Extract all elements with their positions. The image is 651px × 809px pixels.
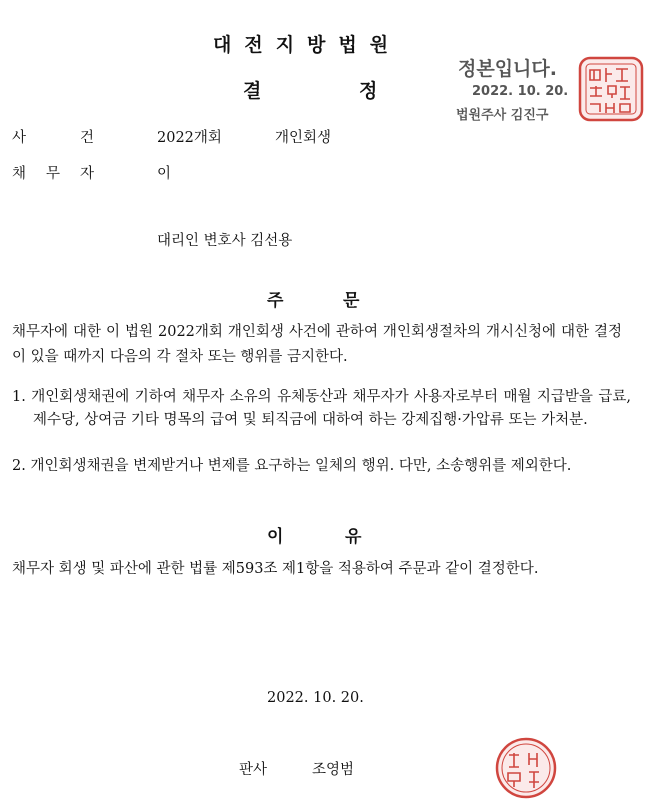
reason-heading-char-2: 유 [345,527,362,547]
reason-text: 채무자 회생 및 파산에 관한 법률 제593조 제1항을 적용하여 주문과 같이 결정한다. [12,561,539,577]
case-label-char-1: 사 [12,130,27,146]
certified-date: 2022. 10. 20. [472,84,569,99]
reason-heading-char-1: 이 [267,527,284,547]
doc-type-char-1: 결 [243,80,262,102]
debtor-agent: 대리인 변호사 김선용 [157,233,293,249]
decision-date: 2022. 10. 20. [267,690,364,706]
court-name: 대전지방법원 [213,34,402,56]
debtor-label-char-1: 채 [12,166,27,182]
certified-copy-text: 정본입니다. [458,58,557,80]
case-number: 2022개회 [157,130,222,146]
debtor-label-char-2: 무 [46,166,61,182]
order-item-2: 2. 개인회생채권을 변제받거나 변제를 요구하는 일체의 행위. 다만, 소송행위를 제외한다. [12,458,572,474]
case-label-char-2: 건 [80,130,95,146]
court-seal-icon [578,56,644,122]
judge-seal-icon [495,735,557,801]
debtor-label-char-3: 자 [80,166,95,182]
order-intro: 채무자에 대한 이 법원 2022개회 개인회생 사건에 관하여 개인회생절차의 개시신청에 대한 결정이 있을 때까지 다음의 각 절차 또는 행위를 금지한다. [12,324,622,365]
doc-type-char-2: 정 [359,80,378,102]
debtor-name: 이 [157,166,172,182]
judge-title: 판사 [239,762,268,778]
case-type: 개인회생 [275,130,332,146]
order-item-1: 1. 개인회생채권에 기하여 채무자 소유의 유체동산과 채무자가 사용자로부터 매월 지급받을 급료, 제수당, 상여금 기타 명목의 급여 및 퇴직금에 대하여 하는 강제집행·가압류 또는 가처분. [12,389,631,428]
order-heading-char-2: 문 [343,291,360,311]
order-heading-char-1: 주 [267,291,284,311]
judge-name: 조영범 [312,762,355,778]
certifying-clerk: 법원주사 김진구 [456,108,549,123]
